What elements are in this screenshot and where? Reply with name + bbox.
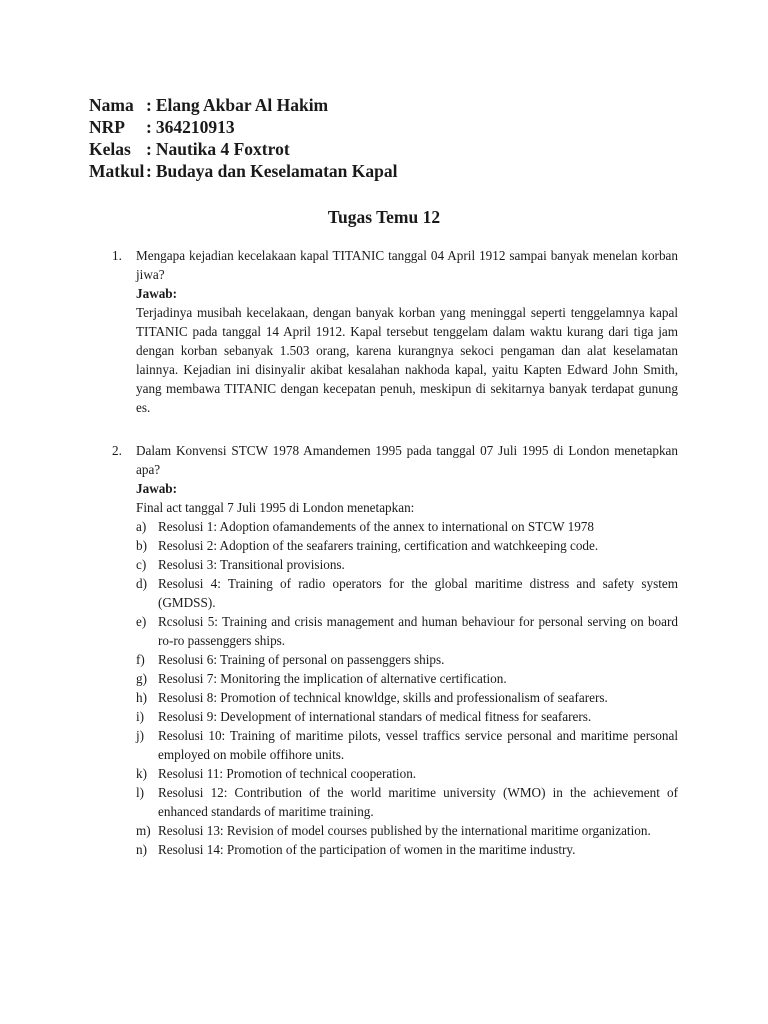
list-item-text: Resolusi 8: Promotion of technical knowldge, skills and professionalism of seafarers. [158,690,608,705]
list-item-letter: h) [136,690,147,705]
header-label: Matkul [89,161,145,181]
list-item-letter: a) [136,519,147,534]
list-item-text: Resolusi 14: Promotion of the participation of women in the maritime industry. [158,842,576,857]
question-2 [112,441,678,859]
header-row-course [89,160,509,182]
list-item-text: Resolusi 10: Training of maritime pilots, vessel traffics service personal and maritime personal employed on mobile offihore units. [158,728,678,762]
header-row-class [89,138,509,160]
header-row-name [89,94,509,116]
list-item [136,574,678,612]
list-item-letter: k) [136,766,147,781]
list-item-letter: c) [136,557,147,572]
header-separator: : [146,95,152,115]
list-item-letter: m) [136,823,151,838]
question-1 [112,246,678,417]
question-number: 1. [112,248,122,263]
header-value: Elang Akbar Al Hakim [155,95,329,115]
question-text: Dalam Konvensi STCW 1978 Amandemen 1995 pada tanggal 07 Juli 1995 di London menetapkan apa? [136,443,678,477]
list-item [136,688,678,707]
list-item-text: Resolusi 4: Training of radio operators for the global maritime distress and safety system (GMDSS). [158,576,678,610]
list-item-text: Resolusi 7: Monitoring the implication of alternative certification. [158,671,507,686]
list-item [136,669,678,688]
list-item-text: Rcsolusi 5: Training and crisis management and human behaviour for personal serving on board ro-ro passenggers ships. [158,614,678,648]
answer-text: Terjadinya musibah kecelakaan, dengan banyak korban yang meninggal seperti tenggelamnya kapal TITANIC pada tanggal 14 April 1912. Kapal tersebut tenggelam dalam waktu kurang dari tiga jam dengan korban sebanyak 1.503 orang, karena kurangnya sekoci pengaman dan alat keselamatan lainnya. Kejadian ini disinyalir akibat kesalahan nakhoda kapal, yaitu Kapten Edward John Smith, yang membawa TITANIC dengan kecepatan penuh, meskipun di sekitarnya banyak terdapat gunung es. [136,305,678,415]
list-item [136,783,678,821]
list-item-letter: g) [136,671,147,686]
header-label: Nama [89,95,134,115]
question-row [112,246,678,417]
list-item-letter: d) [136,576,147,591]
answer-intro: Final act tanggal 7 Juli 1995 di London menetapkan: [136,500,415,515]
header-label: NRP [89,117,125,137]
header-value: 364210913 [155,117,235,137]
list-item-text: Resolusi 3: Transitional provisions. [158,557,345,572]
question-number: 2. [112,443,122,458]
question-text: Mengapa kejadian kecelakaan kapal TITANIC tanggal 04 April 1912 sampai banyak menelan korban jiwa? [136,248,678,282]
header-label: Kelas [89,139,131,159]
list-item [136,517,678,536]
question-body [136,441,678,859]
list-item-text: Resolusi 9: Development of international standars of medical fitness for seafarers. [158,709,592,724]
list-item-letter: f) [136,652,145,667]
question-row [112,441,678,859]
list-item [136,821,678,840]
header-separator: : [146,139,152,159]
list-item-letter: b) [136,538,147,553]
document-title: Tugas Temu 12 [327,207,441,227]
answer-label: Jawab: [136,286,178,301]
list-item-text: Resolusi 12: Contribution of the world maritime university (WMO) in the achievement of enhanced standards of maritime training. [158,785,678,819]
list-item [136,555,678,574]
list-item [136,536,678,555]
list-item [136,707,678,726]
list-item-text: Resolusi 11: Promotion of technical cooperation. [158,766,417,781]
question-body [136,246,678,417]
header-value: Budaya dan Keselamatan Kapal [155,161,398,181]
list-item-letter: l) [136,785,145,800]
student-info-header [89,94,509,182]
answer-label: Jawab: [136,481,178,496]
header-separator: : [146,161,152,181]
list-item [136,840,678,859]
list-item [136,764,678,783]
list-item-text: Resolusi 1: Adoption ofamandements of the annex to international on STCW 1978 [158,519,594,534]
list-item-letter: n) [136,842,147,857]
list-item-text: Resolusi 6: Training of personal on passenggers ships. [158,652,445,667]
list-item [136,726,678,764]
list-item-letter: e) [136,614,147,629]
list-item-text: Resolusi 2: Adoption of the seafarers training, certification and watchkeeping code. [158,538,599,553]
list-item [136,612,678,650]
list-item-text: Resolusi 13: Revision of model courses published by the international maritime organization. [158,823,651,838]
list-item-letter: i) [136,709,145,724]
header-separator: : [146,117,152,137]
list-item-letter: j) [136,728,145,743]
header-row-nrp [89,116,509,138]
list-item [136,650,678,669]
resolution-list [136,517,678,859]
header-value: Nautika 4 Foxtrot [155,139,290,159]
